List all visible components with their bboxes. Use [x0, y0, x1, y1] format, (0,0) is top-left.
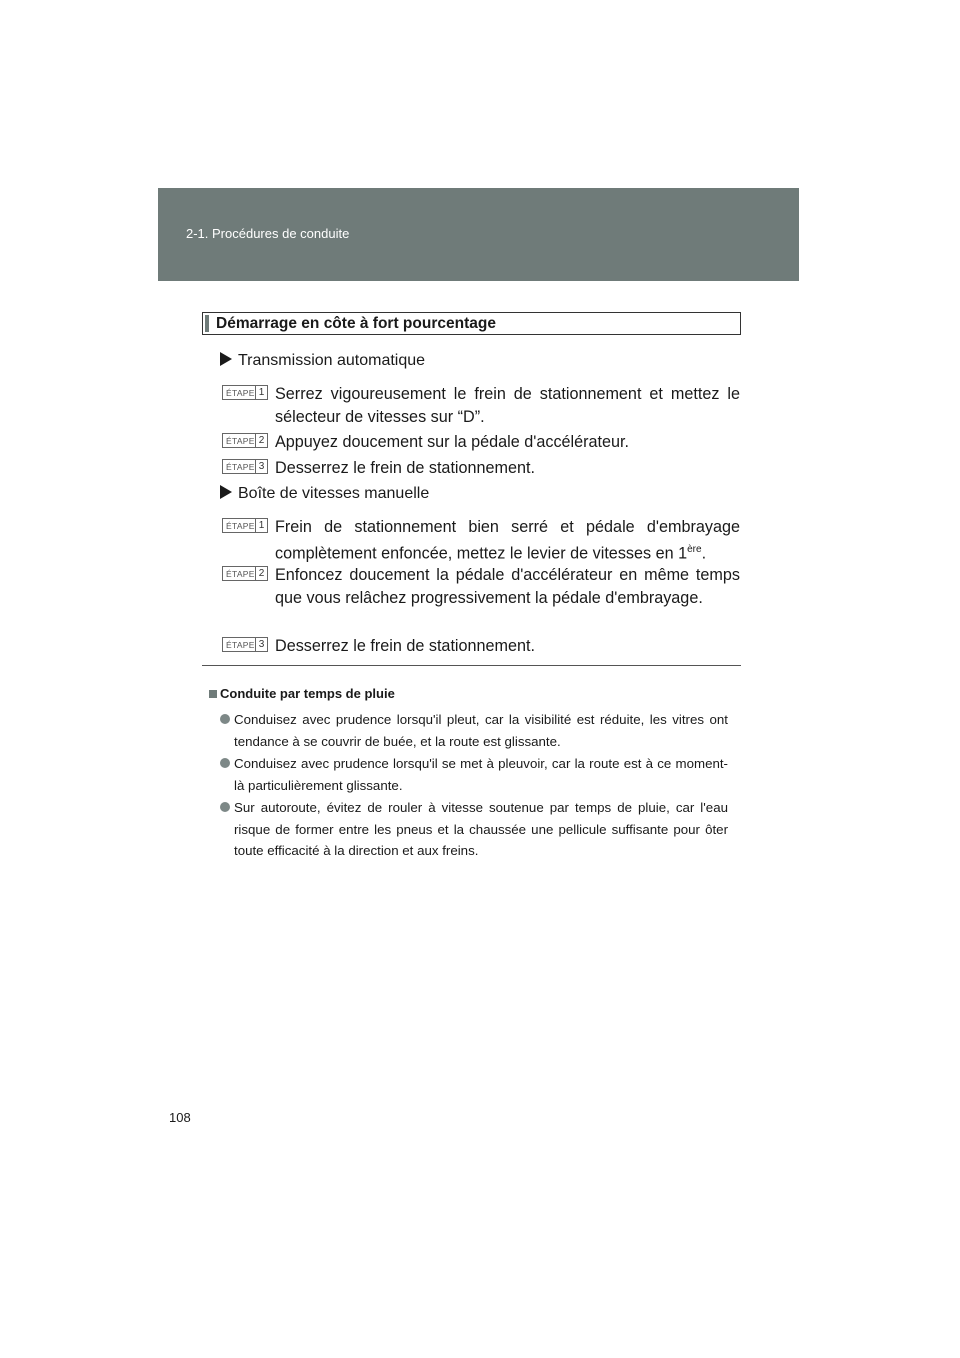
manual-heading: [220, 484, 429, 504]
note-item: Conduisez avec prudence lorsqu'il pleut, car la visibilité est réduite, les vitres ont tendance à se couvrir de buée, et la route est glissante.: [220, 709, 728, 753]
triangle-arrow-icon: [220, 352, 232, 366]
step-text: Enfoncez doucement la pédale d'accélérateur en même temps que vous relâchez progressivement la pédale d'embrayage.: [275, 566, 740, 607]
step-text: Serrez vigoureusement le frein de stationnement et mettez le sélecteur de vitesses sur “D”.: [275, 385, 740, 426]
circle-bullet-icon: [220, 714, 230, 724]
automatic-step-2: [222, 431, 740, 454]
manual-heading-label: Boîte de vitesses manuelle: [238, 485, 430, 502]
step-badge: ÉTAPE 1: [222, 518, 268, 533]
topic-title: Démarrage en côte à fort pourcentage: [216, 315, 496, 332]
automatic-step-3: [222, 457, 740, 480]
step-badge: ÉTAPE 3: [222, 459, 268, 474]
manual-step-3: [222, 635, 740, 658]
note-heading: Conduite par temps de pluie: [209, 685, 395, 703]
manual-step-2: [222, 564, 740, 632]
section-title: 2-1. Procédures de conduite: [186, 226, 350, 241]
manual-step-1: [222, 516, 740, 562]
step-badge: ÉTAPE 2: [222, 433, 268, 448]
automatic-heading: [220, 351, 425, 371]
step-badge: ÉTAPE 1: [222, 385, 268, 400]
topic-title-box: [202, 312, 741, 335]
step-text: Appuyez doucement sur la pédale d'accélérateur.: [275, 433, 630, 451]
step-badge: ÉTAPE 3: [222, 637, 268, 652]
section-header-bar: [158, 188, 799, 281]
square-bullet-icon: [209, 690, 217, 698]
automatic-heading-label: Transmission automatique: [238, 352, 426, 369]
step-text: Desserrez le frein de stationnement.: [275, 459, 536, 477]
note-item: Conduisez avec prudence lorsqu'il se met à pleuvoir, car la route est à ce moment-là particulièrement glissante.: [220, 753, 728, 797]
automatic-step-1: [222, 383, 740, 429]
page-number: 108: [169, 1110, 191, 1125]
circle-bullet-icon: [220, 758, 230, 768]
circle-bullet-icon: [220, 802, 230, 812]
title-marker: [205, 315, 209, 332]
note-item: Sur autoroute, évitez de rouler à vitesse soutenue par temps de pluie, car l'eau risque de former entre les pneus et la chaussée une pellicule suffisante pour ôter toute efficacité à la direction et aux freins.: [220, 797, 728, 863]
divider: [202, 665, 741, 666]
step-text: Frein de stationnement bien serré et pédale d'embrayage complètement enfoncée, mettez le levier de vitesses en 1ère.: [275, 518, 740, 562]
triangle-arrow-icon: [220, 485, 232, 499]
step-text: Desserrez le frein de stationnement.: [275, 637, 536, 655]
step-badge: ÉTAPE 2: [222, 566, 268, 581]
